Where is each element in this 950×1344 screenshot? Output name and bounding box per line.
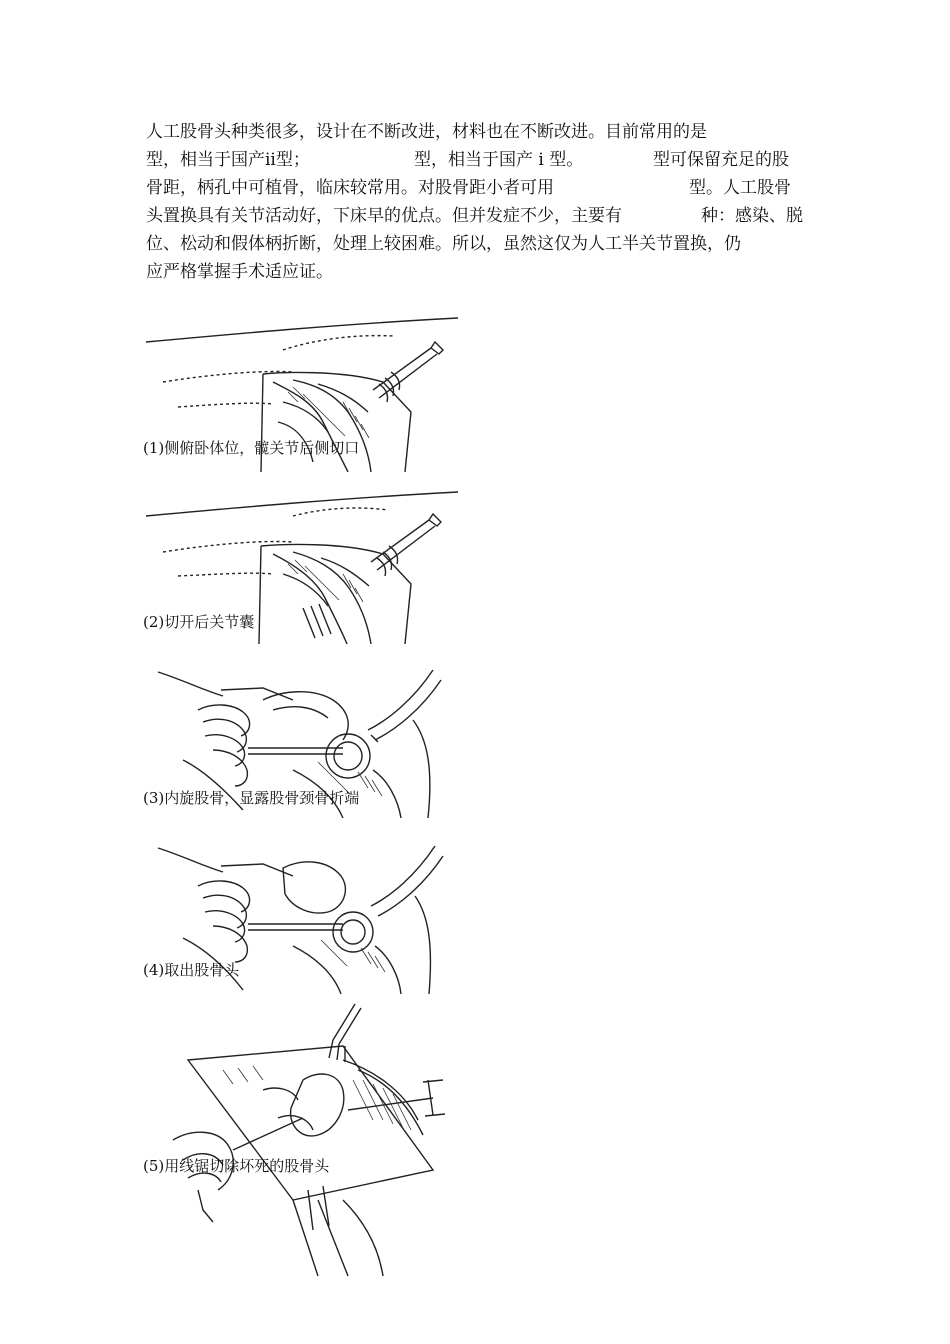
- paragraph-line-3: [146, 174, 806, 202]
- figure-5-caption: (5)用线锯切除坏死的股骨头: [143, 1157, 330, 1175]
- text-line-2a: 型，相当于国产ii型；: [146, 150, 310, 170]
- text-line-4a: 头置换具有关节活动好，下床早的优点。但并发症不少，主要有: [146, 206, 622, 226]
- figure-4-caption: (4)取出股骨头: [143, 961, 240, 979]
- paragraph-line-6: [146, 258, 806, 286]
- figure-4: [143, 832, 463, 994]
- text-line-5: 位、松动和假体柄折断，处理上较困难。所以，虽然这仅为人工半关节置换，仍: [146, 234, 741, 254]
- paragraph-line-4: [146, 202, 806, 230]
- text-line-3a: 骨距，柄孔中可植骨，临床较常用。对股骨距小者可用: [146, 178, 554, 198]
- text-line-3b: 型。人工股骨: [689, 178, 791, 198]
- text-line-4b: 种：感染、脱: [701, 206, 803, 226]
- paragraph-line-1: [146, 118, 806, 146]
- surgical-illustration-5: [143, 1000, 473, 1276]
- figure-3: [143, 660, 463, 818]
- text-line-6: 应严格掌握手术适应证。: [146, 262, 333, 282]
- paragraph-line-5: [146, 230, 806, 258]
- figure-2-caption: (2)切开后关节囊: [143, 613, 255, 631]
- paragraph-line-2: [146, 146, 806, 174]
- figure-1: [143, 312, 463, 472]
- figure-2: [143, 488, 463, 644]
- text-line-2b: 型，相当于国产 i 型。: [414, 150, 584, 170]
- body-paragraph: [146, 118, 806, 286]
- figure-3-caption: (3)内旋股骨，显露股骨颈骨折端: [143, 789, 360, 807]
- text-line-2c: 型可保留充足的股: [653, 150, 789, 170]
- text-line-1: 人工股骨头种类很多，设计在不断改进，材料也在不断改进。目前常用的是: [146, 122, 707, 142]
- figure-5: [143, 1000, 473, 1276]
- figure-1-caption: (1)侧俯卧体位，髋关节后侧切口: [143, 439, 360, 457]
